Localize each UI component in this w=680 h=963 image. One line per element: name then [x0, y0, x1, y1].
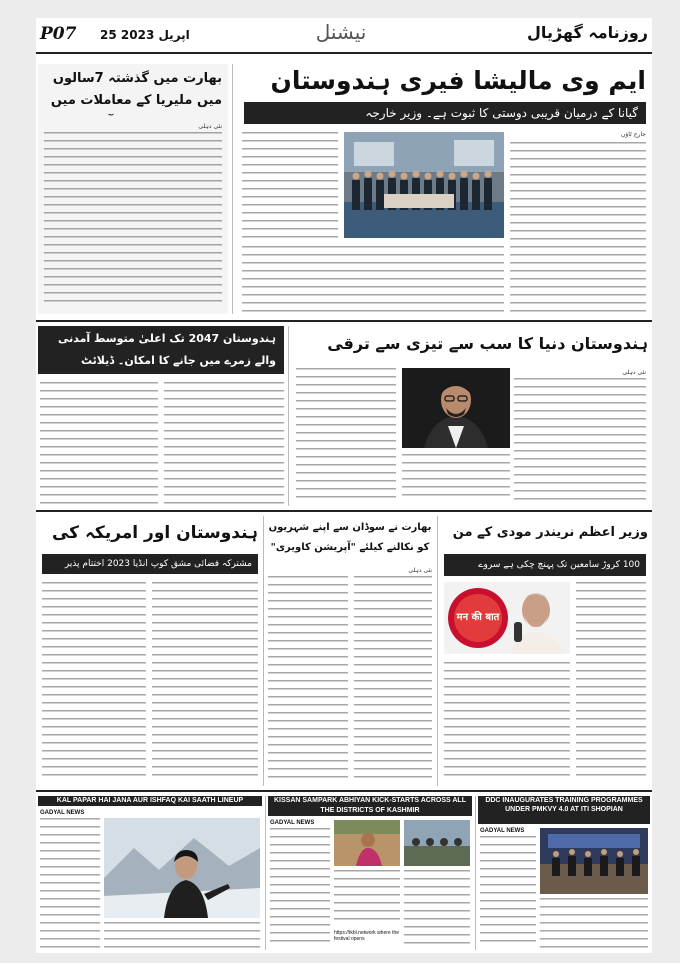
india-us-subhead: مشترکہ فضائی مشق کوپ انڈیا 2023 اختتام پذیر [42, 554, 258, 574]
ferry-subhead: گیانا کے درمیان قریبی دوستی کا ثبوت ہے۔ وزیر خارجہ [244, 102, 646, 124]
mann-ki-baat-headline: وزیر اعظم نریندر مودی کے من [452, 525, 648, 540]
ddc-title: DDC INAUGURATES TRAINING PROGRAMMES UNDER PMKVY 4.0 AT ITI SHOPIAN [478, 796, 650, 824]
chandrashekhar-article [292, 326, 650, 506]
india-us-body-col2 [42, 582, 146, 782]
ferry-headline: ایم وی مالیشا فیری ہندوستان [270, 66, 646, 95]
malaria-body [44, 132, 222, 308]
mann-ki-baat-article [440, 516, 650, 786]
divider [36, 790, 652, 792]
kaveri-body-col1 [354, 576, 432, 782]
india-us-body-col1 [152, 582, 258, 782]
column-rule [475, 796, 476, 950]
newspaper-name: روزنامہ گھڑیال [527, 23, 648, 42]
column-rule [437, 516, 438, 786]
kissan-article [268, 796, 472, 950]
chandrashekhar-photo [402, 368, 510, 448]
kissan-photo-2 [404, 820, 470, 866]
chandrashekhar-dateline: نئی دہلی [622, 369, 646, 376]
lineup-tag: GADYAL NEWS [40, 810, 85, 816]
middle-income-headline: ہندوستان 2047 تک اعلیٰ متوسط آمدنی والے زمرے میں جانے کا امکان۔ ڈیلائٹ [38, 326, 284, 374]
issue-date: 25 اپریل 2023 [100, 28, 190, 42]
kissan-photo-1 [334, 820, 400, 866]
chandrashekhar-body-col1 [514, 378, 646, 502]
mann-ki-baat-logo-text: मन की बात [456, 612, 500, 623]
ferry-article [236, 62, 650, 318]
kaveri-body-col2 [268, 576, 348, 782]
kissan-body-col2 [334, 870, 400, 926]
ddc-photo [540, 828, 648, 894]
ferry-body-col1 [510, 142, 646, 312]
india-us-article [38, 516, 260, 786]
ddc-training-article [478, 796, 650, 950]
column-rule [265, 796, 266, 950]
kaveri-article [266, 516, 434, 786]
page-number: P07 [40, 24, 77, 44]
kissan-tag: GADYAL NEWS [270, 820, 315, 826]
mann-ki-baat-subhead: 100 کروڑ سامعین تک پہنچ چکی ہے سروے [444, 554, 646, 576]
divider [36, 320, 652, 322]
kissan-title: KISSAN SAMPARK ABHIYAN KICK-STARTS ACROSS ALL THE DISTRICTS OF KASHMIR [268, 796, 472, 816]
page-header [36, 18, 652, 54]
malaria-article [38, 64, 228, 314]
chandrashekhar-body-col2 [402, 454, 510, 502]
newspaper-page [36, 18, 652, 953]
column-rule [232, 64, 233, 314]
column-rule [288, 326, 289, 506]
chandrashekhar-body-col3 [296, 368, 396, 502]
ferry-group-photo [344, 132, 504, 238]
ferry-dateline: جارج ٹاؤن [620, 131, 646, 138]
ddc-body-col2 [540, 898, 648, 948]
ddc-tag: GADYAL NEWS [480, 828, 525, 834]
chandrashekhar-headline: ہندوستان دنیا کا سب سے تیزی سے ترقی [327, 334, 648, 353]
malaria-headline: بھارت میں گذشتہ 7سالوں میں ملیریا کے معاملات میں [50, 71, 222, 108]
column-rule [263, 516, 264, 786]
middle-income-article [38, 326, 286, 506]
ferry-body-bottom [242, 246, 504, 312]
india-us-headline: ہندوستان اور امریکہ کی [51, 523, 258, 543]
kissan-url: https://tkbl.network where the festival opens [334, 930, 400, 942]
malaria-dateline: نئی دہلی [198, 123, 222, 130]
lineup-body-col2 [104, 922, 260, 948]
ferry-body-col3 [242, 132, 338, 240]
section-name: نیشنل [315, 20, 367, 44]
mann-ki-baat-photo [444, 582, 570, 654]
kaveri-headline: بھارت نے سوڈان سے اپنے شہریوں کو نکالنے کیلئے "آپریشن کاویری" [268, 522, 432, 553]
kissan-body-col1 [270, 828, 330, 948]
ddc-body-col1 [480, 836, 536, 948]
lineup-title: KAL PAPAR HAI JANA AUR ISHFAQ KAI SAATH LINEUP [38, 796, 262, 806]
mann-ki-baat-body-col1 [576, 582, 646, 782]
middle-income-body-col2 [40, 382, 158, 506]
lineup-article [38, 796, 262, 950]
lineup-body-col1 [40, 818, 100, 948]
divider [36, 510, 652, 512]
kaveri-dateline: نئی دہلی [408, 567, 432, 574]
middle-income-body-col1 [164, 382, 284, 506]
mann-ki-baat-body-col2 [444, 662, 570, 782]
lineup-photo [104, 818, 260, 918]
kissan-body-col3 [404, 870, 470, 948]
